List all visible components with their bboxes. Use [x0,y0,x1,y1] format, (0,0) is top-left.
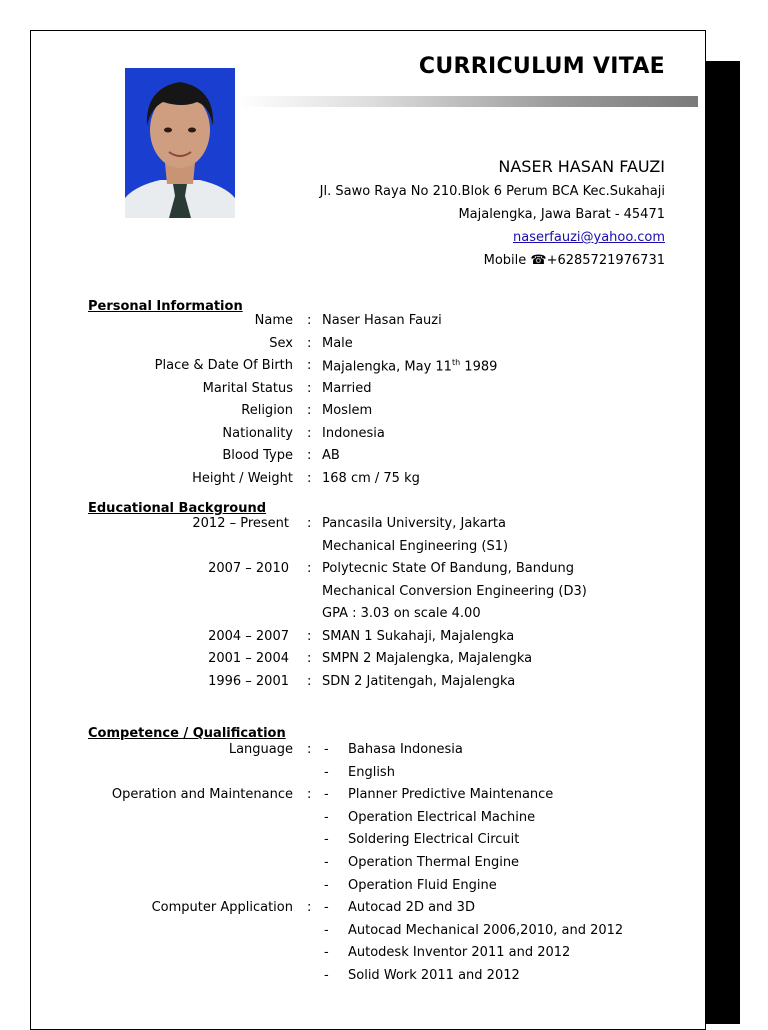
bullet-dash: - [324,855,329,870]
table-row [0,629,768,651]
separator: : [307,900,312,916]
separator: : [307,561,312,576]
list-item [0,787,768,809]
separator: : [307,742,312,757]
category-label: Operation and Maintenance [111,787,293,803]
period-label: 2012 – Present [192,516,289,531]
table-row [0,516,768,538]
school-value: Mechanical Engineering (S1) [322,538,509,554]
table-row [0,606,768,628]
period-label: 1996 – 2001 [208,673,289,689]
list-item [0,968,768,990]
address-line-2: Majalengka, Jawa Barat - 45471 [458,207,665,222]
bullet-dash: - [324,877,329,893]
bullet-dash: - [324,764,329,780]
field-value: Majalengka, May 11th 1989 [322,358,498,375]
skill-value: Autocad Mechanical 2006,2010, and 2012 [348,922,624,938]
field-label: Marital Status [202,380,293,396]
field-label: Sex [269,335,293,351]
ordinal-suffix: th [451,358,461,367]
separator: : [307,403,312,418]
school-value: Mechanical Conversion Engineering (D3) [322,583,587,599]
field-value: Indonesia [322,425,385,441]
category-label: Language [228,742,293,757]
mobile-number: Mobile ☎+6285721976731 [483,253,665,268]
period-label: 2007 – 2010 [208,561,289,576]
table-row [0,358,768,380]
list-item [0,855,768,877]
email-link[interactable]: naserfauzi@yahoo.com [512,230,665,245]
table-row [0,674,768,696]
list-item [0,923,768,945]
field-label: Place & Date Of Birth [154,358,293,373]
list-item [0,900,768,922]
field-label: Nationality [222,425,293,441]
bullet-dash: - [324,742,329,757]
category-label: Computer Application [151,900,293,916]
field-value: Moslem [322,403,373,418]
education-heading: Educational Background [88,501,267,516]
field-value: AB [322,448,340,463]
school-value: GPA : 3.03 on scale 4.00 [322,606,481,621]
skill-value: Autocad 2D and 3D [348,900,475,916]
separator: : [307,335,312,351]
bullet-dash: - [324,945,329,961]
table-row [0,471,768,493]
document-title: CURRICULUM VITAE [418,54,665,79]
bullet-dash: - [324,832,329,848]
skill-value: Operation Electrical Machine [348,809,536,825]
table-row [0,403,768,425]
field-label: Blood Type [222,448,293,463]
skill-value: Soldering Electrical Circuit [348,832,520,848]
table-row [0,584,768,606]
title-divider [236,96,698,107]
field-value: 168 cm / 75 kg [322,470,420,486]
field-value: Naser Hasan Fauzi [322,313,442,328]
separator: : [307,470,312,486]
table-row [0,381,768,403]
field-label: Height / Weight [192,470,293,486]
bullet-dash: - [324,968,329,983]
school-value: Polytecnic State Of Bandung, Bandung [322,561,574,576]
skill-value: Solid Work 2011 and 2012 [348,968,520,983]
skill-value: English [348,764,395,780]
table-row [0,539,768,561]
separator: : [307,358,312,373]
separator: : [307,516,312,531]
list-item [0,810,768,832]
table-row [0,448,768,470]
separator: : [307,787,312,803]
separator: : [307,425,312,441]
field-value: Male [322,335,353,351]
field-value: Married [322,380,372,396]
skill-value: Autodesk Inventor 2011 and 2012 [348,945,571,961]
separator: : [307,313,312,328]
separator: : [307,380,312,396]
list-item [0,742,768,764]
skill-value: Bahasa Indonesia [348,742,463,757]
school-value: SMPN 2 Majalengka, Majalengka [322,651,533,666]
list-item [0,878,768,900]
separator: : [307,448,312,463]
school-value: SMAN 1 Sukahaji, Majalengka [322,628,515,644]
field-label: Name [254,313,293,328]
field-label: Religion [241,403,293,418]
bullet-dash: - [324,809,329,825]
list-item [0,832,768,854]
skill-value: Planner Predictive Maintenance [348,787,554,803]
table-row [0,561,768,583]
personal-info-heading: Personal Information [88,299,243,314]
list-item [0,945,768,967]
period-label: 2001 – 2004 [208,651,289,666]
skill-value: Operation Thermal Engine [348,855,520,870]
period-label: 2004 – 2007 [208,628,289,644]
separator: : [307,651,312,666]
bullet-dash: - [324,787,329,803]
list-item [0,765,768,787]
table-row [0,336,768,358]
table-row [0,426,768,448]
school-value: SDN 2 Jatitengah, Majalengka [322,673,516,689]
skill-value: Operation Fluid Engine [348,877,497,893]
separator: : [307,673,312,689]
bullet-dash: - [324,900,329,916]
address-line-1: Jl. Sawo Raya No 210.Blok 6 Perum BCA Kec.Sukahaji [319,184,665,199]
bullet-dash: - [324,922,329,938]
competence-heading: Competence / Qualification [88,726,286,741]
school-value: Pancasila University, Jakarta [322,516,506,531]
applicant-name: NASER HASAN FAUZI [498,157,665,176]
table-row [0,313,768,335]
profile-photo [125,68,235,218]
table-row [0,651,768,673]
separator: : [307,628,312,644]
